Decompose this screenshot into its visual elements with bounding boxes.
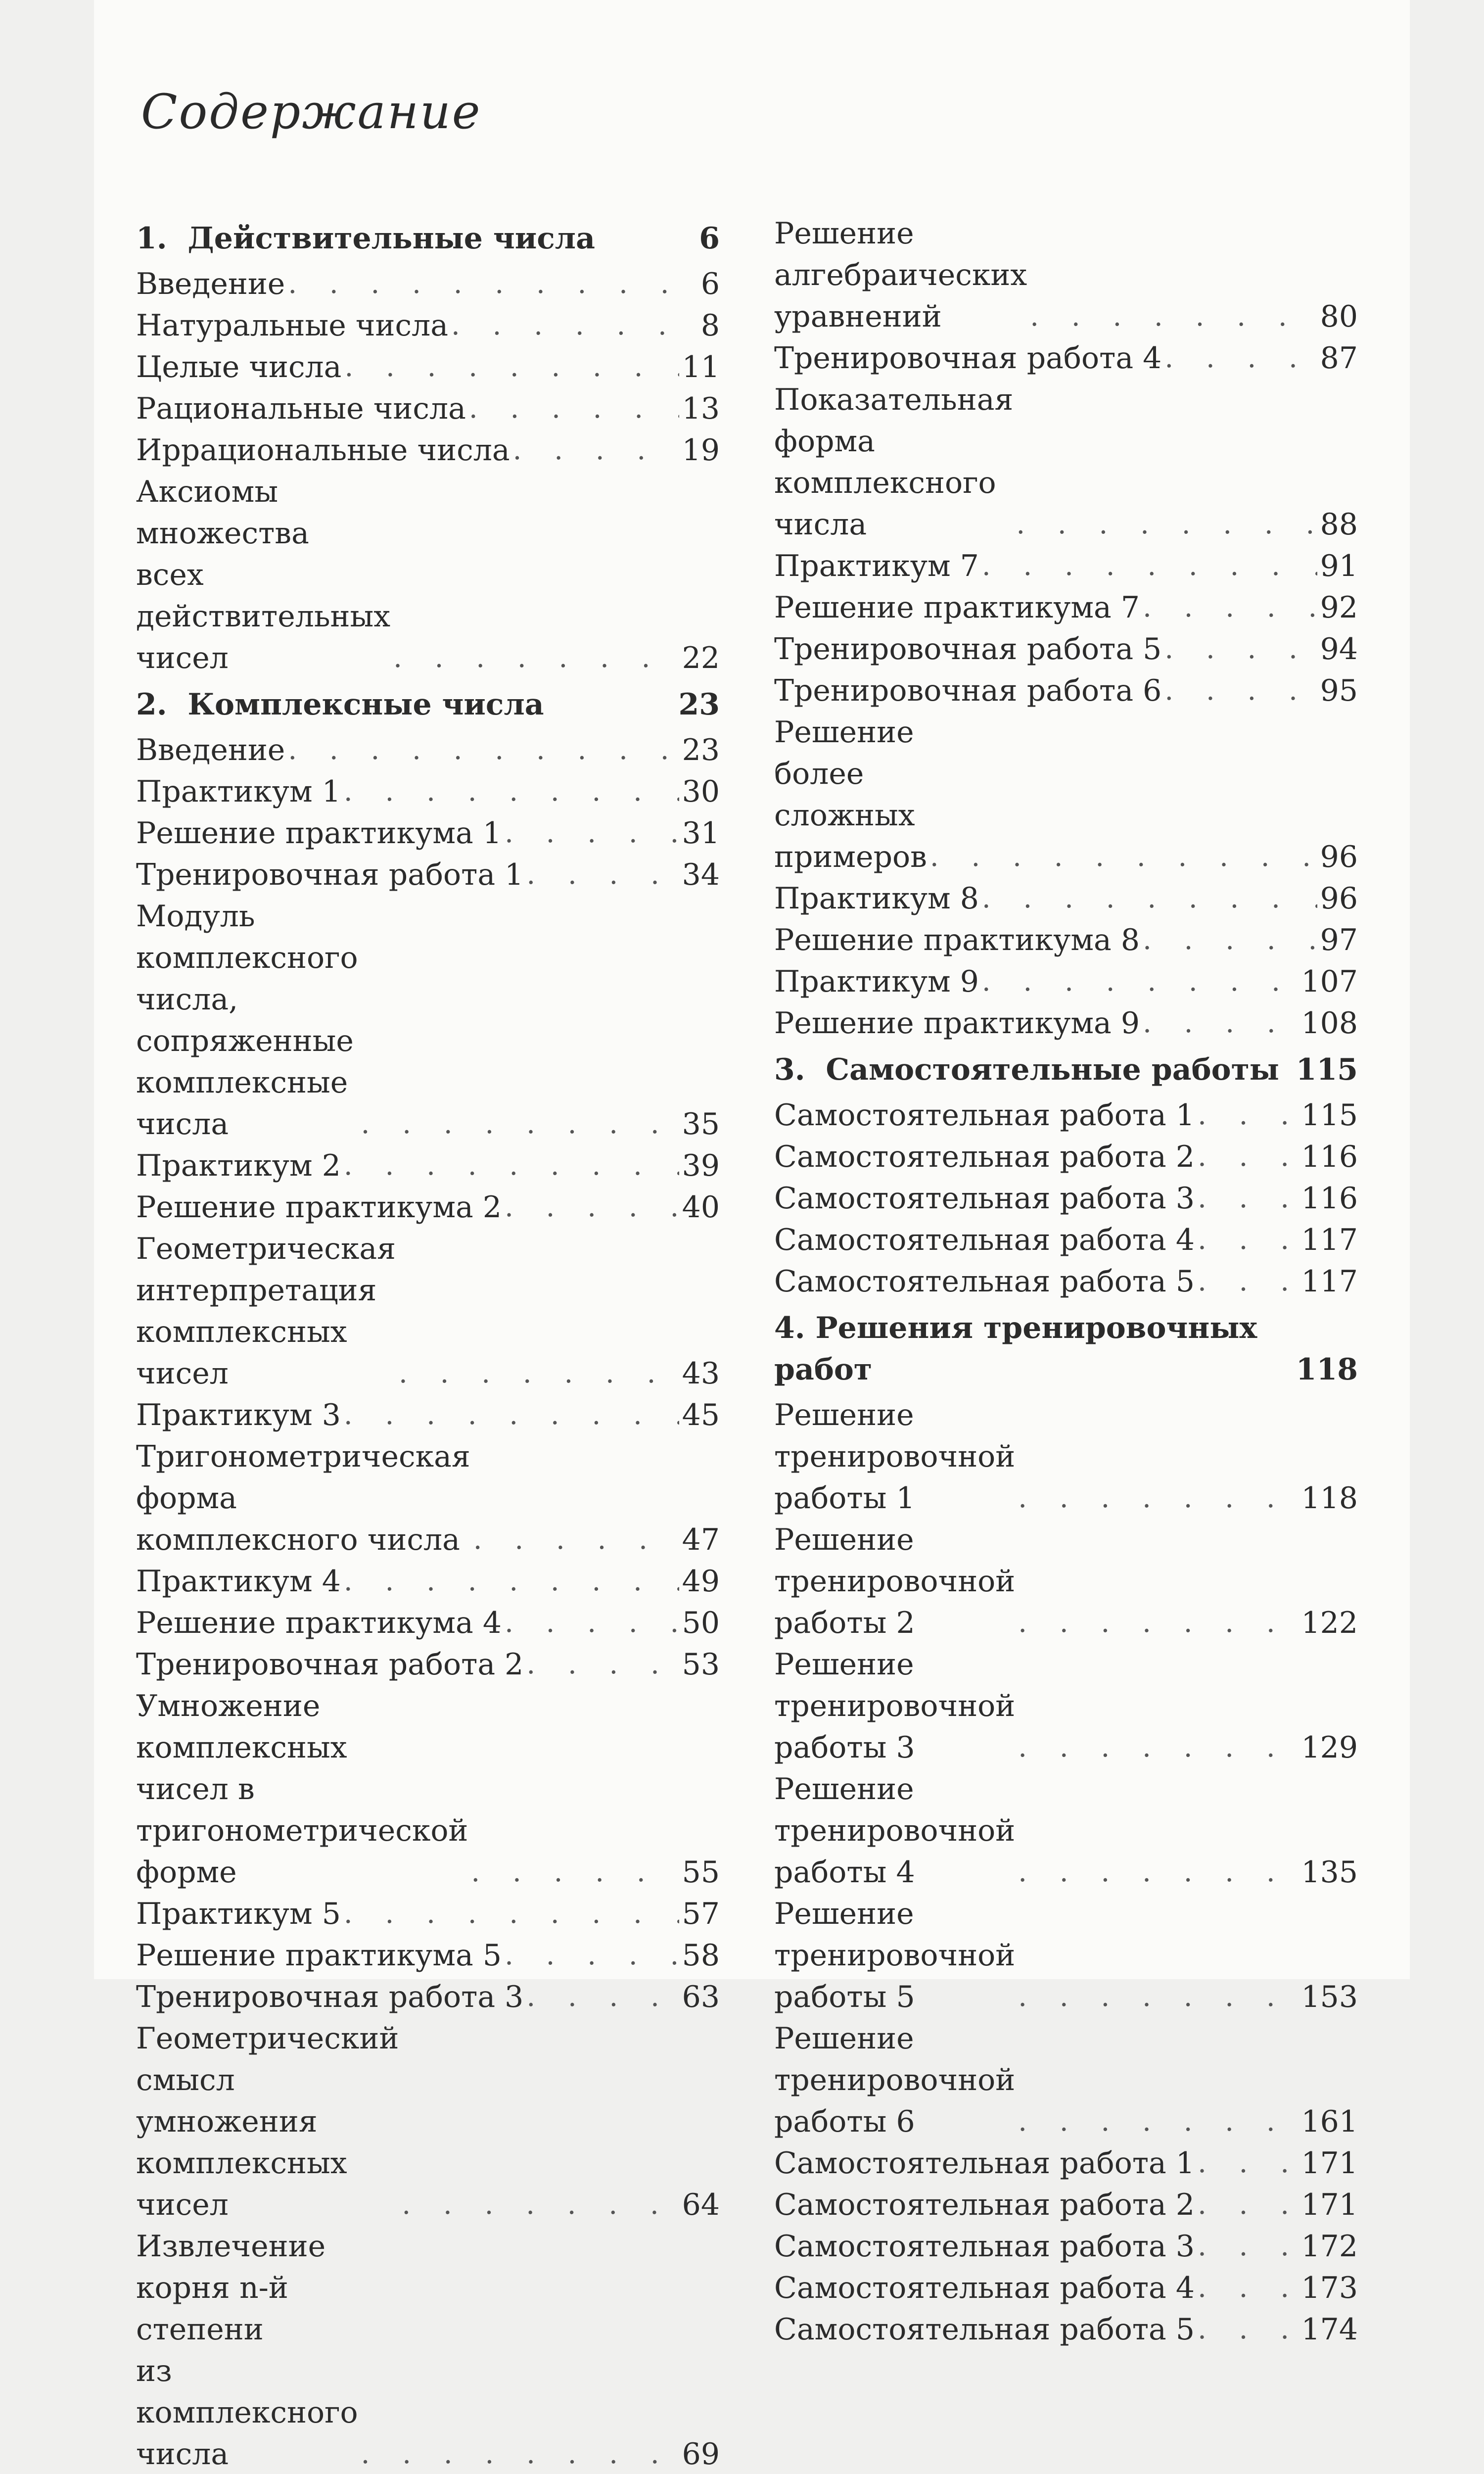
entry-title: Практикум 8 bbox=[774, 881, 979, 916]
page-number: 43 bbox=[682, 1356, 720, 1391]
toc-entry bbox=[136, 1935, 720, 1976]
page-number: 116 bbox=[1301, 1181, 1358, 1216]
toc-entry bbox=[774, 628, 1358, 670]
toc-entry bbox=[774, 2018, 1358, 2142]
page-number: 39 bbox=[682, 1148, 720, 1183]
toc-entry bbox=[774, 2184, 1358, 2226]
dot-leader bbox=[1164, 670, 1317, 712]
dot-leader bbox=[344, 771, 679, 812]
chapter-title: 4. Решения тренировочных работ bbox=[774, 1311, 1257, 1387]
dot-leader bbox=[361, 2433, 679, 2474]
page-number: 117 bbox=[1301, 1223, 1358, 1257]
page-number: 6 bbox=[699, 221, 720, 256]
toc-entry bbox=[136, 896, 720, 1145]
chapter-title: 2. Комплексные числа bbox=[136, 687, 544, 722]
toc-entry bbox=[774, 1094, 1358, 1136]
page-number: 96 bbox=[1320, 840, 1358, 874]
toc-entry bbox=[774, 2267, 1358, 2309]
dot-leader bbox=[344, 1394, 679, 1436]
dot-leader bbox=[1030, 296, 1317, 337]
toc-entry bbox=[774, 545, 1358, 587]
dot-leader bbox=[526, 854, 679, 896]
dot-leader bbox=[451, 305, 682, 346]
toc-chapter bbox=[774, 1049, 1358, 1091]
entry-title: Тренировочная работа 1 bbox=[136, 857, 524, 892]
dot-leader bbox=[1198, 1219, 1298, 1261]
entry-title: Самостоятельная работа 4 bbox=[774, 1223, 1195, 1257]
toc-entry bbox=[136, 346, 720, 388]
entry-title: Самостоятельная работа 1 bbox=[774, 2146, 1195, 2181]
dot-leader bbox=[402, 2184, 679, 2226]
entry-title: Иррациональные числа bbox=[136, 433, 510, 468]
entry-title: Извлечение корня n-й степени из комплексного числа bbox=[136, 2229, 358, 2472]
page-number: 107 bbox=[1301, 964, 1358, 999]
page-number: 171 bbox=[1301, 2146, 1358, 2181]
entry-title: Решение практикума 1 bbox=[136, 816, 502, 851]
toc-entry bbox=[136, 1893, 720, 1935]
dot-leader bbox=[1143, 1002, 1298, 1044]
page-number: 23 bbox=[682, 733, 720, 767]
toc-entry bbox=[774, 2309, 1358, 2350]
page-number: 30 bbox=[682, 774, 720, 809]
toc-entry bbox=[774, 670, 1358, 712]
toc-entry bbox=[136, 2018, 720, 2226]
toc-entry bbox=[136, 429, 720, 471]
page-number: 35 bbox=[682, 1107, 720, 1142]
dot-leader bbox=[469, 388, 679, 429]
page-number: 19 bbox=[682, 433, 720, 468]
toc-entry bbox=[136, 305, 720, 346]
dot-leader bbox=[1198, 1094, 1298, 1136]
entry-title: Практикум 4 bbox=[136, 1564, 341, 1599]
entry-title: Умножение комплексных чисел в тригонометрической форме bbox=[136, 1689, 468, 1890]
dot-leader bbox=[513, 429, 679, 471]
page-number: 64 bbox=[682, 2188, 720, 2222]
dot-leader bbox=[1164, 628, 1317, 670]
page-title: Содержание bbox=[141, 84, 482, 140]
entry-title: Тренировочная работа 5 bbox=[774, 632, 1162, 666]
toc-entry bbox=[136, 1228, 720, 1394]
page-number: 23 bbox=[678, 687, 720, 722]
dot-leader bbox=[1164, 337, 1317, 379]
page-number: 122 bbox=[1301, 1606, 1358, 1640]
toc-entry bbox=[136, 1187, 720, 1228]
page-number: 55 bbox=[682, 1855, 720, 1890]
dot-leader bbox=[1018, 1976, 1298, 2018]
toc-entry bbox=[774, 1136, 1358, 1178]
page-number: 69 bbox=[682, 2437, 720, 2472]
dot-leader bbox=[1198, 2226, 1298, 2267]
toc-entry bbox=[136, 1685, 720, 1893]
toc-chapter bbox=[136, 218, 720, 259]
dot-leader bbox=[526, 1644, 679, 1685]
entry-title: Решение тренировочной работы 1 bbox=[774, 1398, 1016, 1516]
chapter-title: 1. Действительные числа bbox=[136, 221, 595, 256]
entry-title: Решение тренировочной работы 4 bbox=[774, 1772, 1016, 1890]
page-number: 115 bbox=[1301, 1098, 1358, 1133]
dot-leader bbox=[1198, 1261, 1298, 1302]
entry-title: Практикум 3 bbox=[136, 1398, 341, 1432]
dot-leader bbox=[361, 1103, 679, 1145]
toc-entry bbox=[136, 1561, 720, 1602]
toc-entry bbox=[774, 1178, 1358, 1219]
dot-leader bbox=[288, 729, 679, 771]
dot-leader bbox=[399, 1353, 679, 1394]
entry-title: Модуль комплексного числа, сопряженные комплексные числа bbox=[136, 899, 358, 1142]
toc-entry bbox=[774, 2226, 1358, 2267]
entry-title: Тренировочная работа 3 bbox=[136, 1980, 524, 2014]
page-number: 172 bbox=[1301, 2229, 1358, 2264]
dot-leader bbox=[526, 1976, 679, 2018]
toc-entry bbox=[774, 213, 1358, 337]
dot-leader bbox=[344, 1561, 679, 1602]
page-number: 161 bbox=[1301, 2104, 1358, 2139]
toc-entry bbox=[774, 1394, 1358, 1519]
page-number: 40 bbox=[682, 1190, 720, 1225]
page-number: 50 bbox=[682, 1606, 720, 1640]
page-number: 135 bbox=[1301, 1855, 1358, 1890]
page-number: 22 bbox=[682, 641, 720, 675]
toc-entry bbox=[136, 771, 720, 812]
dot-leader bbox=[930, 836, 1317, 878]
page-number: 118 bbox=[1301, 1481, 1358, 1516]
page-number: 118 bbox=[1296, 1352, 1358, 1387]
toc-entry bbox=[136, 729, 720, 771]
dot-leader bbox=[1018, 1602, 1298, 1644]
entry-title: Решение практикума 7 bbox=[774, 590, 1140, 625]
entry-title: Рациональные числа bbox=[136, 391, 466, 426]
entry-title: Тренировочная работа 4 bbox=[774, 341, 1162, 376]
entry-title: Показательная форма комплексного числа bbox=[774, 382, 1014, 542]
entry-title: Самостоятельная работа 4 bbox=[774, 2271, 1195, 2305]
dot-leader bbox=[1198, 2184, 1298, 2226]
dot-leader bbox=[1198, 1136, 1298, 1178]
toc-entry bbox=[774, 1768, 1358, 1893]
dot-leader bbox=[1198, 2309, 1298, 2350]
toc-right-column bbox=[774, 213, 1358, 2350]
entry-title: Введение bbox=[136, 267, 285, 301]
toc-entry bbox=[774, 587, 1358, 628]
dot-leader bbox=[982, 545, 1317, 587]
page-number: 63 bbox=[682, 1980, 720, 2014]
page-number: 57 bbox=[682, 1897, 720, 1931]
toc-entry bbox=[136, 854, 720, 896]
entry-title: Тренировочная работа 2 bbox=[136, 1647, 524, 1682]
entry-title: Практикум 9 bbox=[774, 964, 979, 999]
toc-entry bbox=[136, 388, 720, 429]
page-number: 53 bbox=[682, 1647, 720, 1682]
page-number: 96 bbox=[1320, 881, 1358, 916]
toc-entry bbox=[136, 1145, 720, 1187]
dot-leader bbox=[393, 637, 679, 679]
page-number: 49 bbox=[682, 1564, 720, 1599]
entry-title: Решение практикума 8 bbox=[774, 923, 1140, 957]
page-number: 34 bbox=[682, 857, 720, 892]
toc-entry bbox=[774, 919, 1358, 961]
dot-leader bbox=[1018, 1852, 1298, 1893]
entry-title: Решение практикума 5 bbox=[136, 1938, 502, 1973]
entry-title: Самостоятельная работа 3 bbox=[774, 2229, 1195, 2264]
entry-title: Введение bbox=[136, 733, 285, 767]
entry-title: Практикум 7 bbox=[774, 549, 979, 583]
dot-leader bbox=[344, 346, 679, 388]
page-number: 95 bbox=[1320, 673, 1358, 708]
entry-title: Практикум 5 bbox=[136, 1897, 341, 1931]
entry-title: Геометрическая интерпретация комплексных чисел bbox=[136, 1232, 396, 1391]
dot-leader bbox=[344, 1145, 679, 1187]
toc-entry bbox=[774, 379, 1358, 545]
page-number: 91 bbox=[1320, 549, 1358, 583]
entry-title: Решение практикума 9 bbox=[774, 1006, 1140, 1041]
dot-leader bbox=[1018, 2101, 1298, 2142]
entry-title: Тренировочная работа 6 bbox=[774, 673, 1162, 708]
toc-entry bbox=[136, 471, 720, 679]
dot-leader bbox=[1016, 504, 1317, 545]
dot-leader bbox=[1143, 919, 1317, 961]
toc-left-column bbox=[136, 213, 720, 2474]
entry-title: Целые числа bbox=[136, 350, 342, 384]
entry-title: Аксиомы множества всех действительных чисел bbox=[136, 475, 391, 675]
entry-title: Самостоятельная работа 1 bbox=[774, 1098, 1195, 1133]
page-number: 108 bbox=[1301, 1006, 1358, 1041]
entry-title: Решение тренировочной работы 2 bbox=[774, 1522, 1016, 1640]
entry-title: Решение тренировочной работы 6 bbox=[774, 2021, 1016, 2139]
toc-entry bbox=[136, 263, 720, 305]
toc-entry bbox=[774, 337, 1358, 379]
chapter-title: 3. Самостоятельные работы bbox=[774, 1052, 1279, 1087]
page-number: 92 bbox=[1320, 590, 1358, 625]
dot-leader bbox=[505, 1187, 679, 1228]
entry-title: Решение более сложных примеров bbox=[774, 715, 927, 874]
entry-title: Решение тренировочной работы 5 bbox=[774, 1897, 1016, 2014]
page-number: 117 bbox=[1301, 1264, 1358, 1299]
dot-leader bbox=[344, 1893, 679, 1935]
page-number: 58 bbox=[682, 1938, 720, 1973]
entry-title: Тригонометрическая форма комплексного числа bbox=[136, 1439, 470, 1557]
dot-leader bbox=[1018, 1727, 1298, 1768]
toc-entry bbox=[774, 961, 1358, 1002]
toc-chapter bbox=[774, 1307, 1358, 1390]
page-number: 115 bbox=[1296, 1052, 1358, 1087]
toc-entry bbox=[774, 712, 1358, 878]
entry-title: Решение алгебраических уравнений bbox=[774, 216, 1027, 334]
dot-leader bbox=[1018, 1477, 1298, 1519]
toc-entry bbox=[774, 1219, 1358, 1261]
entry-title: Решение практикума 2 bbox=[136, 1190, 502, 1225]
toc-chapter bbox=[136, 684, 720, 725]
entry-title: Самостоятельная работа 2 bbox=[774, 1140, 1195, 1174]
page-number: 8 bbox=[700, 308, 720, 343]
page-number: 11 bbox=[682, 350, 720, 384]
toc-entry bbox=[136, 1394, 720, 1436]
toc-entry bbox=[136, 1976, 720, 2018]
toc-entry bbox=[136, 1602, 720, 1644]
page-number: 47 bbox=[682, 1522, 720, 1557]
page-number: 153 bbox=[1301, 1980, 1358, 2014]
entry-title: Самостоятельная работа 2 bbox=[774, 2188, 1195, 2222]
toc-entry bbox=[136, 2226, 720, 2474]
dot-leader bbox=[1143, 587, 1317, 628]
toc-entry bbox=[136, 1644, 720, 1685]
page-number: 87 bbox=[1320, 341, 1358, 376]
toc-entry bbox=[136, 812, 720, 854]
toc-entry bbox=[774, 878, 1358, 919]
toc-entry bbox=[774, 1893, 1358, 2018]
entry-title: Самостоятельная работа 5 bbox=[774, 1264, 1195, 1299]
toc-entry bbox=[774, 1519, 1358, 1644]
dot-leader bbox=[982, 878, 1317, 919]
page-number: 6 bbox=[700, 267, 720, 301]
entry-title: Решение тренировочной работы 3 bbox=[774, 1647, 1016, 1765]
entry-title: Самостоятельная работа 3 bbox=[774, 1181, 1195, 1216]
toc-entry bbox=[774, 2142, 1358, 2184]
page-number: 94 bbox=[1320, 632, 1358, 666]
dot-leader bbox=[1198, 1178, 1298, 1219]
entry-title: Натуральные числа bbox=[136, 308, 449, 343]
entry-title: Самостоятельная работа 5 bbox=[774, 2312, 1195, 2347]
dot-leader bbox=[1198, 2267, 1298, 2309]
dot-leader bbox=[505, 1602, 679, 1644]
dot-leader bbox=[505, 1935, 679, 1976]
page-number: 80 bbox=[1320, 299, 1358, 334]
page-number: 31 bbox=[682, 816, 720, 851]
page-number: 97 bbox=[1320, 923, 1358, 957]
page-number: 129 bbox=[1301, 1730, 1358, 1765]
page-number: 174 bbox=[1301, 2312, 1358, 2347]
dot-leader bbox=[473, 1519, 679, 1561]
toc-entry bbox=[136, 1436, 720, 1561]
page-number: 45 bbox=[682, 1398, 720, 1432]
toc-entry bbox=[774, 1002, 1358, 1044]
entry-title: Практикум 2 bbox=[136, 1148, 341, 1183]
dot-leader bbox=[1198, 2142, 1298, 2184]
dot-leader bbox=[288, 263, 682, 305]
dot-leader bbox=[982, 961, 1298, 1002]
page-number: 13 bbox=[682, 391, 720, 426]
page-number: 173 bbox=[1301, 2271, 1358, 2305]
page-number: 88 bbox=[1320, 507, 1358, 542]
dot-leader bbox=[471, 1852, 679, 1893]
page-number: 116 bbox=[1301, 1140, 1358, 1174]
entry-title: Решение практикума 4 bbox=[136, 1606, 502, 1640]
page-number: 171 bbox=[1301, 2188, 1358, 2222]
toc-entry bbox=[774, 1261, 1358, 1302]
entry-title: Геометрический смысл умножения комплексных чисел bbox=[136, 2021, 399, 2222]
entry-title: Практикум 1 bbox=[136, 774, 341, 809]
dot-leader bbox=[505, 812, 679, 854]
toc-entry bbox=[774, 1644, 1358, 1768]
